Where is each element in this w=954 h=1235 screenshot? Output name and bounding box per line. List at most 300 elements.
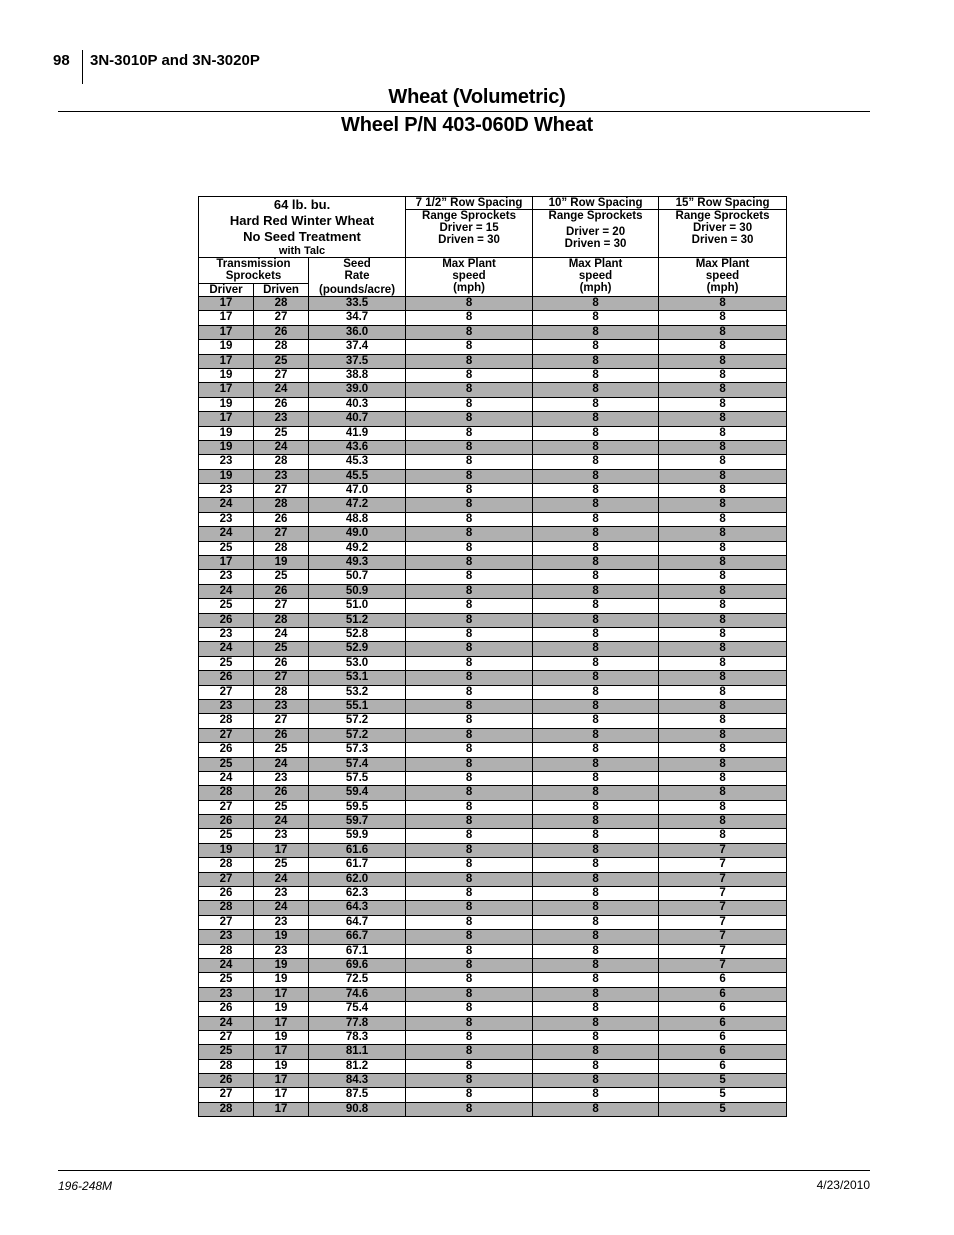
- seed-rate-cell: 77.8: [309, 1016, 406, 1030]
- speed-7-5-cell: 8: [406, 311, 533, 325]
- speed-10-cell: 8: [533, 915, 659, 929]
- speed-15-cell: 8: [659, 426, 787, 440]
- speed-10-cell: 8: [533, 743, 659, 757]
- spacing-10-header: [533, 197, 659, 258]
- speed-label-line2: speed: [578, 270, 613, 282]
- speed-15-cell: 8: [659, 671, 787, 685]
- speed-7-5-cell: 8: [406, 656, 533, 670]
- speed-15-cell: 8: [659, 757, 787, 771]
- speed-7-5-cell: 8: [406, 728, 533, 742]
- driver-cell: 28: [199, 786, 254, 800]
- speed-10-cell: 8: [533, 1102, 659, 1116]
- table-row: [199, 426, 787, 440]
- seed-rate-cell: 38.8: [309, 368, 406, 382]
- seed-rate-cell: 62.3: [309, 887, 406, 901]
- speed-10-cell: 8: [533, 556, 659, 570]
- spacing-15-header: [659, 197, 787, 258]
- table-row: [199, 484, 787, 498]
- table-row: [199, 915, 787, 929]
- speed-15-cell: 8: [659, 412, 787, 426]
- speed-15-cell: 7: [659, 930, 787, 944]
- driven-cell: 26: [254, 728, 309, 742]
- speed-15-cell: 7: [659, 887, 787, 901]
- speed-label-line3: (mph): [453, 282, 485, 294]
- speed-10-cell: 8: [533, 786, 659, 800]
- speed-7-5-cell: 8: [406, 1074, 533, 1088]
- driven-cell: 19: [254, 556, 309, 570]
- driver-cell: 25: [199, 599, 254, 613]
- table-row: [199, 958, 787, 972]
- speed-15-cell: 6: [659, 987, 787, 1001]
- speed-7-5-cell: 8: [406, 397, 533, 411]
- speed-15-cell: 8: [659, 786, 787, 800]
- seed-rate-cell: 57.2: [309, 714, 406, 728]
- speed-15-cell: 5: [659, 1102, 787, 1116]
- speed-7-5-cell: 8: [406, 584, 533, 598]
- footer-rule: [58, 1170, 870, 1171]
- table-row: [199, 872, 787, 886]
- table-row: [199, 930, 787, 944]
- speed-15-cell: 8: [659, 325, 787, 339]
- crop-talc: with Talc: [278, 245, 326, 257]
- speed-label-line3: (mph): [579, 282, 612, 294]
- driver-cell: 23: [199, 570, 254, 584]
- speed-15-cell: 8: [659, 613, 787, 627]
- page-title: Wheat (Volumetric): [388, 86, 566, 108]
- driver-cell: 17: [199, 311, 254, 325]
- driven-cell: 23: [254, 469, 309, 483]
- table-row: [199, 440, 787, 454]
- driven-cell: 24: [254, 872, 309, 886]
- speed-10-cell: 8: [533, 656, 659, 670]
- speed-label-line3: (mph): [706, 282, 739, 294]
- speed-7-5-cell: 8: [406, 455, 533, 469]
- driven-cell: 24: [254, 383, 309, 397]
- speed-7-5-cell: 8: [406, 829, 533, 843]
- speed-10-cell: 8: [533, 930, 659, 944]
- speed-15-cell: 5: [659, 1088, 787, 1102]
- driver-cell: 27: [199, 800, 254, 814]
- seed-rate-cell: 49.3: [309, 556, 406, 570]
- speed-10-cell: 8: [533, 311, 659, 325]
- driver-cell: 26: [199, 887, 254, 901]
- seed-rate-cell: 37.5: [309, 354, 406, 368]
- speed-10-cell: 8: [533, 397, 659, 411]
- table-row: [199, 1102, 787, 1116]
- table-row: [199, 1002, 787, 1016]
- speed-10-cell: 8: [533, 627, 659, 641]
- rate-label: Rate: [344, 270, 370, 282]
- spacing-7-5-sub1: Range Sprockets: [422, 210, 516, 222]
- table-row: [199, 829, 787, 843]
- seed-rate-cell: 59.5: [309, 800, 406, 814]
- driven-cell: 27: [254, 368, 309, 382]
- driven-cell: 25: [254, 642, 309, 656]
- driver-cell: 24: [199, 498, 254, 512]
- driven-cell: 17: [254, 1045, 309, 1059]
- speed-7-5-cell: 8: [406, 757, 533, 771]
- speed-7-5-cell: 8: [406, 944, 533, 958]
- speed-10-cell: 8: [533, 527, 659, 541]
- speed-10-cell: 8: [533, 887, 659, 901]
- driver-cell: 25: [199, 1045, 254, 1059]
- speed-10-cell: 8: [533, 368, 659, 382]
- seed-rate-cell: 74.6: [309, 987, 406, 1001]
- speed-15-cell: 8: [659, 368, 787, 382]
- driver-cell: 23: [199, 627, 254, 641]
- speed-7-5-cell: 8: [406, 671, 533, 685]
- seed-rate-cell: 55.1: [309, 699, 406, 713]
- seed-rate-cell: 52.8: [309, 627, 406, 641]
- speed-7-5-cell: 8: [406, 1030, 533, 1044]
- seed-rate-cell: 84.3: [309, 1074, 406, 1088]
- speed-15-cell: 7: [659, 944, 787, 958]
- speed-15-cell: 8: [659, 699, 787, 713]
- speed-15-cell: 8: [659, 340, 787, 354]
- seed-rate-cell: 78.3: [309, 1030, 406, 1044]
- speed-15-cell: 8: [659, 685, 787, 699]
- driver-cell: 17: [199, 383, 254, 397]
- table-row: [199, 671, 787, 685]
- speed-15-cell: 8: [659, 383, 787, 397]
- driven-cell: 25: [254, 743, 309, 757]
- driver-cell: 28: [199, 714, 254, 728]
- speed-15-cell: 8: [659, 714, 787, 728]
- seed-rate-cell: 47.2: [309, 498, 406, 512]
- speed-10-cell: 8: [533, 771, 659, 785]
- table-row: [199, 656, 787, 670]
- seed-rate-cell: 59.9: [309, 829, 406, 843]
- driven-cell: 17: [254, 987, 309, 1001]
- driven-cell: 23: [254, 771, 309, 785]
- table-row: [199, 599, 787, 613]
- driven-cell: 26: [254, 512, 309, 526]
- speed-15-cell: 8: [659, 527, 787, 541]
- driver-cell: 27: [199, 915, 254, 929]
- driven-cell: 19: [254, 1059, 309, 1073]
- speed-15-cell: 8: [659, 311, 787, 325]
- seed-rate-cell: 40.3: [309, 397, 406, 411]
- table-row: [199, 570, 787, 584]
- driven-cell: 28: [254, 685, 309, 699]
- seed-rate-table: [198, 196, 787, 1117]
- seed-rate-header: [309, 258, 406, 297]
- table-row: [199, 368, 787, 382]
- speed-10-cell: 8: [533, 297, 659, 311]
- speed-15-cell: 8: [659, 297, 787, 311]
- speed-10-cell: 8: [533, 1030, 659, 1044]
- speed-7-5-cell: 8: [406, 815, 533, 829]
- speed-7-5-cell: 8: [406, 1045, 533, 1059]
- speed-10-cell: 8: [533, 498, 659, 512]
- speed-15-cell: 8: [659, 354, 787, 368]
- driver-cell: 28: [199, 901, 254, 915]
- speed-10-cell: 8: [533, 412, 659, 426]
- seed-rate-cell: 50.7: [309, 570, 406, 584]
- speed-10-cell: 8: [533, 685, 659, 699]
- driven-cell: 23: [254, 412, 309, 426]
- speed-15-cell: 8: [659, 455, 787, 469]
- speed-10-cell: 8: [533, 699, 659, 713]
- table-row: [199, 699, 787, 713]
- seed-rate-cell: 51.2: [309, 613, 406, 627]
- speed-header-10: [533, 258, 659, 297]
- driven-cell: 26: [254, 397, 309, 411]
- speed-7-5-cell: 8: [406, 440, 533, 454]
- speed-10-cell: 8: [533, 714, 659, 728]
- speed-10-cell: 8: [533, 440, 659, 454]
- crop-name: Hard Red Winter Wheat: [229, 213, 375, 228]
- driven-cell: 27: [254, 311, 309, 325]
- speed-15-cell: 6: [659, 1016, 787, 1030]
- driven-cell: 23: [254, 944, 309, 958]
- speed-label-line1: Max Plant: [568, 258, 623, 270]
- speed-7-5-cell: 8: [406, 973, 533, 987]
- driven-cell: 19: [254, 1030, 309, 1044]
- speed-header-7-5: [406, 258, 533, 297]
- speed-7-5-cell: 8: [406, 743, 533, 757]
- table-row: [199, 527, 787, 541]
- driver-cell: 17: [199, 556, 254, 570]
- driven-cell: 24: [254, 627, 309, 641]
- speed-15-cell: 8: [659, 570, 787, 584]
- driven-cell: 23: [254, 699, 309, 713]
- driver-cell: 24: [199, 527, 254, 541]
- speed-15-cell: 7: [659, 901, 787, 915]
- speed-7-5-cell: 8: [406, 627, 533, 641]
- speed-label-line1: Max Plant: [695, 258, 750, 270]
- driven-cell: 19: [254, 958, 309, 972]
- speed-7-5-cell: 8: [406, 699, 533, 713]
- speed-15-cell: 7: [659, 843, 787, 857]
- seed-rate-cell: 49.0: [309, 527, 406, 541]
- seed-rate-cell: 50.9: [309, 584, 406, 598]
- speed-15-cell: 5: [659, 1074, 787, 1088]
- driven-cell: 23: [254, 829, 309, 843]
- speed-15-cell: 8: [659, 440, 787, 454]
- seed-rate-cell: 62.0: [309, 872, 406, 886]
- speed-15-cell: 8: [659, 541, 787, 555]
- driven-cell: 27: [254, 599, 309, 613]
- speed-10-cell: 8: [533, 800, 659, 814]
- speed-7-5-cell: 8: [406, 930, 533, 944]
- driver-cell: 26: [199, 613, 254, 627]
- speed-10-cell: 8: [533, 757, 659, 771]
- speed-10-cell: 8: [533, 325, 659, 339]
- speed-10-cell: 8: [533, 901, 659, 915]
- seed-rate-cell: 59.7: [309, 815, 406, 829]
- speed-15-cell: 6: [659, 1002, 787, 1016]
- speed-7-5-cell: 8: [406, 325, 533, 339]
- spacing-10-title: 10” Row Spacing: [533, 197, 658, 210]
- speed-7-5-cell: 8: [406, 958, 533, 972]
- table-row: [199, 685, 787, 699]
- driven-cell: 17: [254, 1016, 309, 1030]
- doc-number: 196-248M: [58, 1179, 113, 1193]
- speed-10-cell: 8: [533, 599, 659, 613]
- speed-15-cell: 7: [659, 915, 787, 929]
- driven-cell: 28: [254, 498, 309, 512]
- speed-header-15: [659, 258, 787, 297]
- page-subtitle: Wheel P/N 403-060D Wheat: [341, 114, 593, 136]
- table-row: [199, 397, 787, 411]
- speed-label-line1: Max Plant: [442, 258, 496, 270]
- speed-15-cell: 8: [659, 627, 787, 641]
- speed-10-cell: 8: [533, 1045, 659, 1059]
- driven-cell: 26: [254, 584, 309, 598]
- seed-label: Seed: [343, 258, 371, 270]
- driven-cell: 27: [254, 484, 309, 498]
- speed-10-cell: 8: [533, 354, 659, 368]
- driver-cell: 24: [199, 642, 254, 656]
- table-body: [199, 297, 787, 1117]
- speed-7-5-cell: 8: [406, 685, 533, 699]
- table-row: [199, 786, 787, 800]
- driver-cell: 25: [199, 829, 254, 843]
- table-row: [199, 1045, 787, 1059]
- speed-10-cell: 8: [533, 1059, 659, 1073]
- seed-rate-cell: 67.1: [309, 944, 406, 958]
- seed-rate-cell: 36.0: [309, 325, 406, 339]
- speed-10-cell: 8: [533, 1088, 659, 1102]
- seed-rate-cell: 49.2: [309, 541, 406, 555]
- driven-cell: 26: [254, 325, 309, 339]
- table-row: [199, 843, 787, 857]
- driven-cell: 24: [254, 901, 309, 915]
- driven-cell: 25: [254, 570, 309, 584]
- table-row: [199, 858, 787, 872]
- speed-10-cell: 8: [533, 584, 659, 598]
- speed-10-cell: 8: [533, 383, 659, 397]
- driver-header: Driver: [199, 283, 254, 296]
- speed-7-5-cell: 8: [406, 613, 533, 627]
- table-row: [199, 800, 787, 814]
- driver-cell: 27: [199, 728, 254, 742]
- footer-date: 4/23/2010: [816, 1178, 870, 1192]
- seed-rate-cell: 33.5: [309, 297, 406, 311]
- driven-cell: 24: [254, 757, 309, 771]
- table-row: [199, 584, 787, 598]
- speed-15-cell: 8: [659, 599, 787, 613]
- speed-10-cell: 8: [533, 455, 659, 469]
- speed-7-5-cell: 8: [406, 714, 533, 728]
- table-row: [199, 642, 787, 656]
- speed-10-cell: 8: [533, 671, 659, 685]
- speed-10-cell: 8: [533, 829, 659, 843]
- seed-rate-cell: 53.0: [309, 656, 406, 670]
- speed-15-cell: 8: [659, 743, 787, 757]
- table-row: [199, 901, 787, 915]
- header-row-1: [199, 197, 787, 258]
- speed-7-5-cell: 8: [406, 901, 533, 915]
- crop-treatment: No Seed Treatment: [243, 229, 361, 244]
- driven-cell: 25: [254, 426, 309, 440]
- table-row: [199, 743, 787, 757]
- speed-7-5-cell: 8: [406, 498, 533, 512]
- driver-cell: 24: [199, 771, 254, 785]
- spacing-15-sub2: Driver = 30: [692, 222, 753, 234]
- driver-cell: 19: [199, 843, 254, 857]
- speed-15-cell: 8: [659, 829, 787, 843]
- table-row: [199, 815, 787, 829]
- speed-10-cell: 8: [533, 958, 659, 972]
- table-row: [199, 541, 787, 555]
- driven-cell: 27: [254, 714, 309, 728]
- speed-10-cell: 8: [533, 858, 659, 872]
- driven-cell: 28: [254, 541, 309, 555]
- speed-7-5-cell: 8: [406, 527, 533, 541]
- speed-10-cell: 8: [533, 426, 659, 440]
- seed-rate-cell: 57.5: [309, 771, 406, 785]
- spacing-10-sub2: Driver = 20: [565, 226, 626, 238]
- spacing-7-5-sub3: Driven = 30: [438, 234, 500, 246]
- speed-7-5-cell: 8: [406, 1002, 533, 1016]
- driver-cell: 23: [199, 930, 254, 944]
- driver-cell: 19: [199, 469, 254, 483]
- driver-cell: 28: [199, 1059, 254, 1073]
- driver-cell: 23: [199, 484, 254, 498]
- speed-15-cell: 8: [659, 815, 787, 829]
- driver-cell: 27: [199, 1088, 254, 1102]
- speed-15-cell: 6: [659, 1030, 787, 1044]
- spacing-7-5-sub2: Driver = 15: [439, 222, 499, 234]
- table-row: [199, 1088, 787, 1102]
- table-row: [199, 383, 787, 397]
- driven-cell: 25: [254, 800, 309, 814]
- speed-7-5-cell: 8: [406, 556, 533, 570]
- driven-cell: 25: [254, 858, 309, 872]
- speed-15-cell: 8: [659, 556, 787, 570]
- driver-cell: 26: [199, 815, 254, 829]
- seed-rate-cell: 66.7: [309, 930, 406, 944]
- driver-cell: 24: [199, 584, 254, 598]
- speed-7-5-cell: 8: [406, 843, 533, 857]
- seed-rate-cell: 39.0: [309, 383, 406, 397]
- driven-header: Driven: [254, 283, 309, 296]
- speed-label-line2: speed: [452, 270, 486, 282]
- driver-cell: 23: [199, 455, 254, 469]
- seed-rate-cell: 69.6: [309, 958, 406, 972]
- table-row: [199, 973, 787, 987]
- page-number: 98: [53, 52, 70, 69]
- speed-7-5-cell: 8: [406, 541, 533, 555]
- driver-cell: 25: [199, 973, 254, 987]
- table-row: [199, 757, 787, 771]
- speed-7-5-cell: 8: [406, 512, 533, 526]
- speed-7-5-cell: 8: [406, 1088, 533, 1102]
- driver-cell: 28: [199, 858, 254, 872]
- speed-7-5-cell: 8: [406, 469, 533, 483]
- table-row: [199, 1016, 787, 1030]
- driver-cell: 25: [199, 656, 254, 670]
- speed-10-cell: 8: [533, 484, 659, 498]
- driver-cell: 26: [199, 743, 254, 757]
- driven-cell: 23: [254, 887, 309, 901]
- table-row: [199, 311, 787, 325]
- speed-7-5-cell: 8: [406, 354, 533, 368]
- seed-rate-cell: 87.5: [309, 1088, 406, 1102]
- seed-rate-cell: 52.9: [309, 642, 406, 656]
- speed-15-cell: 8: [659, 584, 787, 598]
- table-row: [199, 1074, 787, 1088]
- title-rule: [58, 111, 870, 112]
- driven-cell: 26: [254, 786, 309, 800]
- seed-rate-cell: 72.5: [309, 973, 406, 987]
- table-row: [199, 340, 787, 354]
- table-row: [199, 887, 787, 901]
- driven-cell: 19: [254, 973, 309, 987]
- seed-rate-cell: 61.6: [309, 843, 406, 857]
